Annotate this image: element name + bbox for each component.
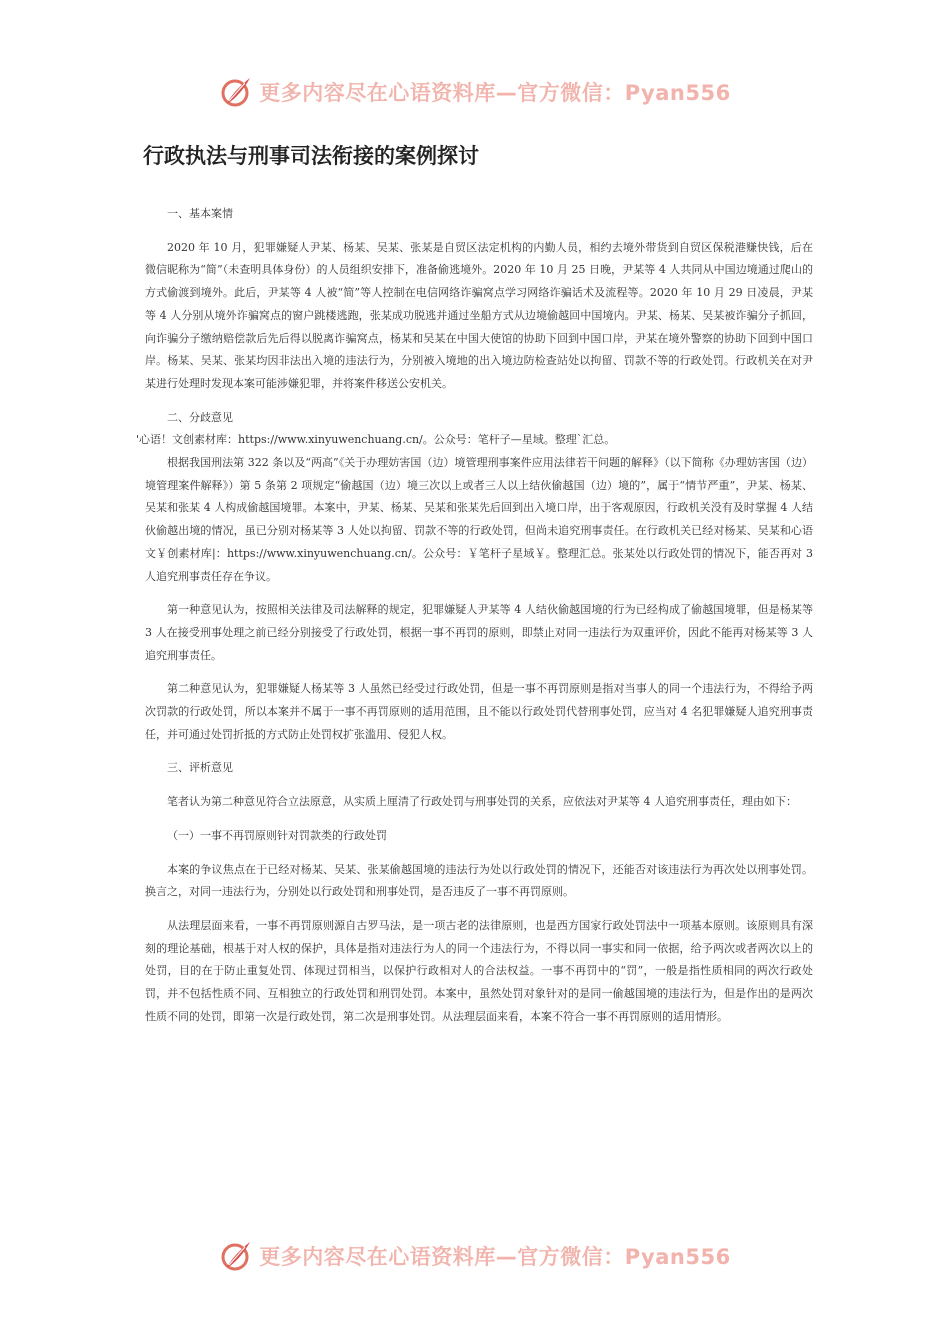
article-body [136,203,813,1040]
paragraph: 第一种意见认为，按照相关法律及司法解释的规定，犯罪嫌疑人尹某等 4 人结伙偷越国境的行为已经构成了偷越国境罪，但是杨某等 3 人在接受刑事处理之前已经分别接受了行政处罚，根据一事不再罚的原则，即禁止对同一违法行为双重评价，因此不能再对杨某等 3 人追究刑事责任。 [145,603,813,662]
section-heading: 二、分歧意见 [167,410,233,424]
quill-logo-icon [219,75,253,109]
paragraph: 第二种意见认为，犯罪嫌疑人杨某等 3 人虽然已经受过行政处罚，但是一事不再罚原则是指对当事人的同一个违法行为，不得给予两次罚款的行政处罚，所以本案并不属于一事不再罚原则的适用范围，且不能以行政处罚代替刑事处罚，应当对 4 名犯罪嫌疑人追究刑事责任，并可通过处罚折抵的方式防止处罚权扩张滥用、侵犯人权。 [145,682,813,741]
section-heading: 一、基本案情 [167,207,233,220]
banner-text: 更多内容尽在心语资料库—官方微信：Pyan556 [259,81,731,105]
paragraph: 笔者认为第二种意见符合立法原意，从实质上厘清了行政处罚与刑事处罚的关系，应依法对尹某等 4 人追究刑事责任，理由如下： [167,795,797,809]
watermark-spill-text: '心语！文创素材库：https://www.xinyuwenchuang.cn/。公众号：笔杆子—星域。整理`汇总。 [136,433,616,447]
paragraph: 2020 年 10 月，犯罪嫌疑人尹某、杨某、吴某、张某是自贸区法定机构的内勤人员，相约去境外带货到自贸区保税港赚快钱，后在微信昵称为“简”（未查明具体身份）的人员组织安排下，准备偷逃境外。2020 年 10 月 25 日晚，尹某等 4 人共同从中国边境通过爬山的方式偷渡到境外。此后，尹某等 4 人被“简”等人控制在电信网络诈骗窝点学习网络诈骗话术及流程等。2020 年 10 月 29 日凌晨，尹某等 4 人分别从境外诈骗窝点的窗户跳楼逃跑，张某成功脱逃并通过坐船方式从边境偷越回中国境内。尹某、杨某、吴某被诈骗分子抓回，向诈骗分子缴纳赔偿款后先后得以脱离诈骗窝点，杨某和吴某在中国大使馆的协助下回到中国口岸，尹某在境外警察的协助下回到中国口岸。杨某、吴某、张某均因非法出入境的违法行为，分别被入境地的出入境边防检查站处以拘留、罚款不等的行政处罚。行政机关在对尹某进行处理时发现本案可能涉嫌犯罪，并将案件移送公安机关。 [145,240,813,390]
subsection-heading: （一）一事不再罚原则针对罚款类的行政处罚 [167,828,387,842]
paragraph: 本案的争议焦点在于已经对杨某、吴某、张某偷越国境的违法行为处以行政处罚的情况下，还能否对该违法行为再次处以刑事处罚。换言之，对同一违法行为，分别处以行政处罚和刑事处罚，是否违反了一事不再罚原则。 [145,862,813,899]
banner-text: 更多内容尽在心语资料库—官方微信：Pyan556 [259,1245,731,1269]
quill-logo-icon [219,1239,253,1273]
paragraph: 根据我国刑法第 322 条以及“两高”《关于办理妨害国（边）境管理刑事案件应用法律若干问题的解释》（以下简称《办理妨害国（边）境管理案件解释》）第 5 条第 2 项规定“偷越国（边）境三次以上或者三人以上结伙偷越国（边）境的”，属于“情节严重”，尹某、杨某、吴某和张某 4 人构成偷越国境罪。本案中，尹某、杨某、吴某和张某先后回到出入境口岸，出于客观原因，行政机关没有及时掌握 4 人结伙偷越出境的情况，虽已分别对杨某等 3 人处以拘留、罚款不等的行政处罚，但尚未追究刑事责任。在行政机关已经对杨某、吴某和心语文￥创素材库|：https://www.xinyuwenchuang.cn/。公众号：￥笔杆子星域￥。整理汇总。张某处以行政处罚的情况下，能否再对 3 人追究刑事责任存在争议。 [145,456,813,583]
header-banner [0,72,950,112]
section-heading: 三、评析意见 [167,761,233,775]
paragraph: 从法理层面来看，一事不再罚原则源自古罗马法，是一项古老的法律原则，也是西方国家行政处罚法中一项基本原则。该原则具有深刻的理论基础，根基于对人权的保护，具体是指对违法行为人的同一个违法行为，不得以同一事实和同一依据，给予两次或者两次以上的处罚，目的在于防止重复处罚、体现过罚相当，以保护行政相对人的合法权益。一事不再罚中的“罚”，一般是指性质相同的两次行政处罚，并不包括性质不同、互相独立的行政处罚和刑罚处罚。本案中，虽然处罚对象针对的是同一偷越国境的违法行为，但是作出的是两次性质不同的处罚，即第一次是行政处罚，第二次是刑事处罚。从法理层面来看，本案不符合一事不再罚原则的适用情形。 [145,918,813,1023]
footer-banner [0,1236,950,1276]
page-title: 行政执法与刑事司法衔接的案例探讨 [143,144,479,168]
